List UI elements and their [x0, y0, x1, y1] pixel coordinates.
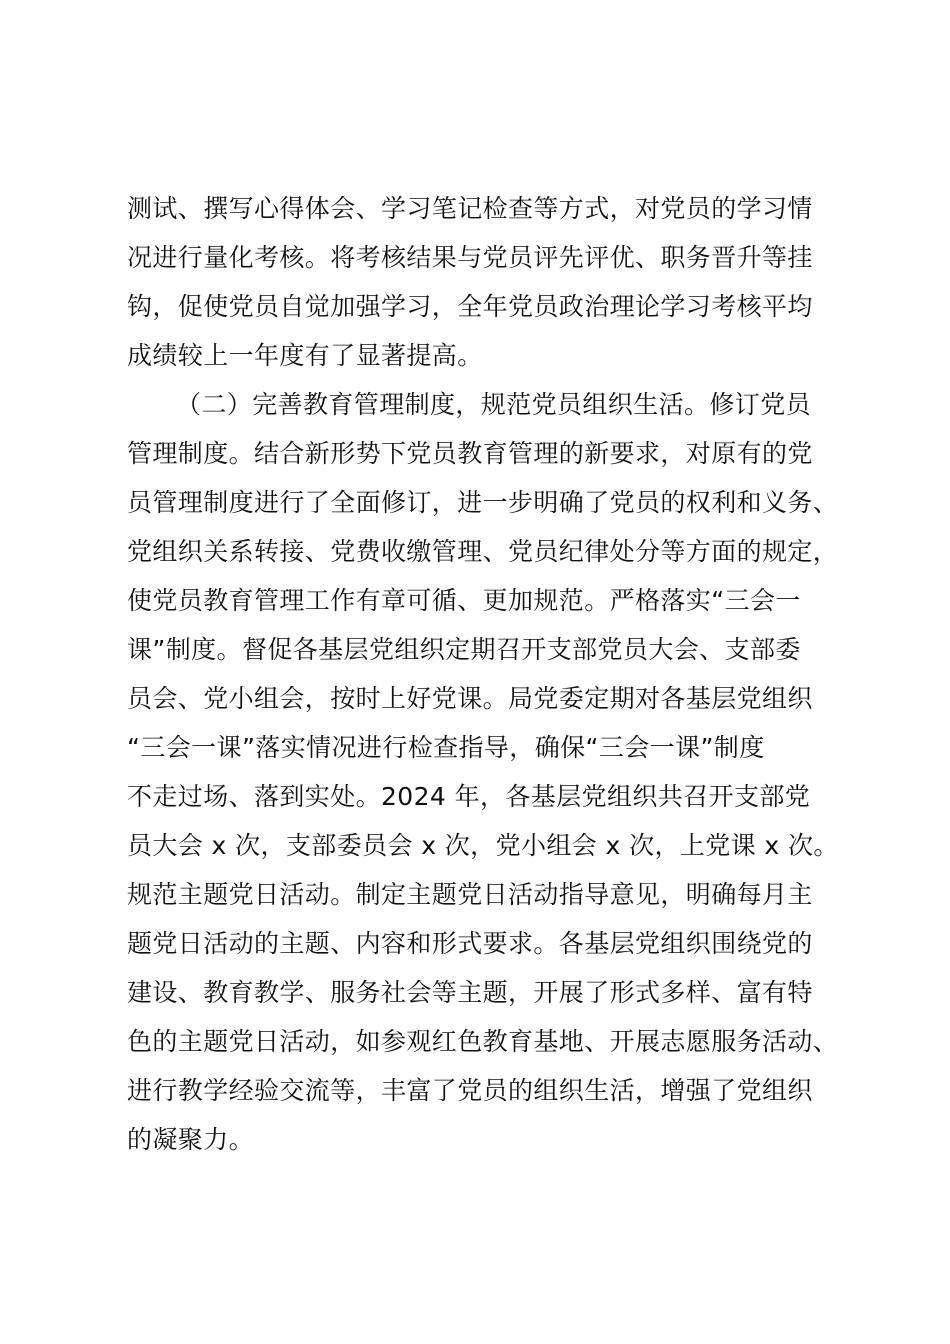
text-line: 题党日活动的主题、内容和形式要求。各基层党组织围绕党的: [127, 929, 813, 958]
text-line: 规范主题党日活动。制定主题党日活动指导意见，明确每月主: [127, 880, 813, 909]
text-line: 不走过场、落到实处。2024 年，各基层党组织共召开支部党: [127, 782, 811, 811]
text-line: 况进行量化考核。将考核结果与党员评先评优、职务晋升等挂: [127, 243, 813, 272]
text-line: 党组织关系转接、党费收缴管理、党员纪律处分等方面的规定，: [127, 537, 839, 566]
text-line: 使党员教育管理工作有章可循、更加规范。严格落实“三会一: [127, 586, 801, 615]
text-line: 进行教学经验交流等，丰富了党员的组织生活，增强了党组织: [127, 1076, 813, 1105]
text-line: 成绩较上一年度有了显著提高。: [127, 341, 483, 370]
text-line: 建设、教育教学、服务社会等主题，开展了形式多样、富有特: [127, 978, 813, 1007]
text-line: 员会、党小组会，按时上好党课。局党委定期对各基层党组织: [127, 684, 813, 713]
text-line: 员大会 x 次，支部委员会 x 次，党小组会 x 次，上党课 x 次。: [127, 831, 839, 860]
text-line: 课”制度。督促各基层党组织定期召开支部党员大会、支部委: [127, 635, 801, 664]
text-line: “三会一课”落实情况进行检查指导，确保“三会一课”制度: [127, 733, 765, 762]
text-line: 钩，促使党员自觉加强学习，全年党员政治理论学习考核平均: [127, 292, 813, 321]
text-line: 测试、撰写心得体会、学习笔记检查等方式，对党员的学习情: [127, 194, 813, 223]
section-heading-line: （二）完善教育管理制度，规范党员组织生活。修订党员: [176, 390, 812, 419]
text-line: 管理制度。结合新形势下党员教育管理的新要求，对原有的党: [127, 439, 813, 468]
text-line: 员管理制度进行了全面修订，进一步明确了党员的权利和义务、: [127, 488, 839, 517]
text-line: 色的主题党日活动，如参观红色教育基地、开展志愿服务活动、: [127, 1027, 839, 1056]
text-line: 的凝聚力。: [127, 1125, 255, 1154]
